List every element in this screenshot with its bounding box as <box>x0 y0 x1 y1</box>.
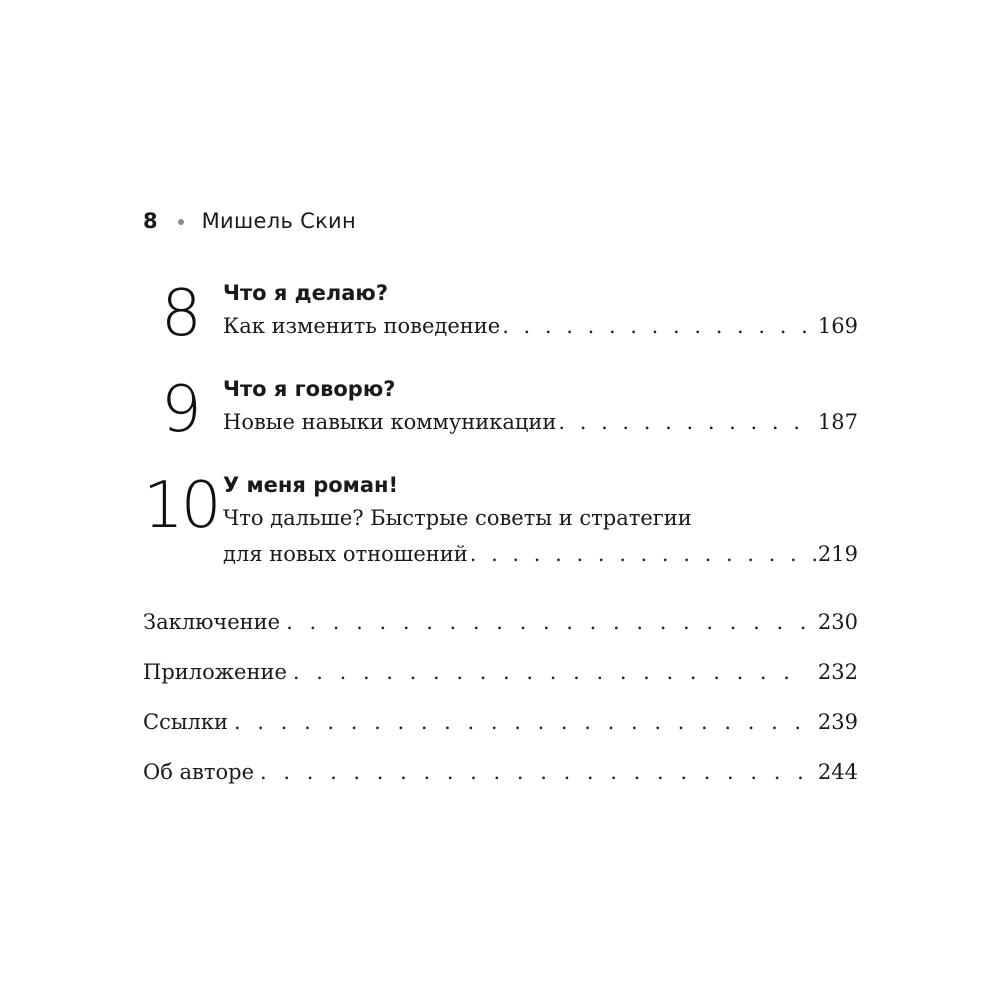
dot-leader <box>470 536 816 572</box>
chapter-entry-line <box>223 536 858 572</box>
toc-entry-appendix[interactable] <box>143 654 858 690</box>
chapter-page-number: 169 <box>817 314 858 338</box>
chapter-subtitle-continued: для новых отношений <box>223 542 468 566</box>
dot-leader <box>286 604 808 640</box>
chapter-number: 9 <box>161 373 199 447</box>
toc-chapter-8[interactable] <box>143 278 858 350</box>
entry-label: Ссылки <box>143 710 229 734</box>
entry-page-number: 239 <box>817 710 858 734</box>
chapter-number: 8 <box>161 277 199 351</box>
running-header <box>143 206 356 236</box>
entry-label: Заключение <box>143 610 281 634</box>
entry-page-number: 244 <box>817 760 858 784</box>
dot-leader <box>558 404 816 440</box>
dot-leader <box>234 704 808 740</box>
toc-line <box>143 654 858 690</box>
chapter-subtitle: Как изменить поведение <box>223 314 501 338</box>
chapter-title: Что я говорю? <box>223 377 396 401</box>
entry-page-number: 232 <box>817 660 858 684</box>
toc-chapter-9[interactable] <box>143 374 858 446</box>
chapter-title: У меня роман! <box>223 473 399 497</box>
dot-leader <box>502 308 816 344</box>
chapter-page-number: 187 <box>817 410 858 434</box>
chapter-body <box>223 470 858 572</box>
chapter-number: 10 <box>143 469 219 543</box>
toc-line <box>143 704 858 740</box>
chapter-subtitle: Новые навыки коммуникации <box>223 410 557 434</box>
chapter-page-number: 219 <box>817 542 858 566</box>
entry-label: Об авторе <box>143 760 255 784</box>
chapter-body <box>223 374 858 440</box>
chapter-entry-line <box>223 404 858 440</box>
entry-label: Приложение <box>143 660 287 684</box>
author-name: Мишель Скин <box>201 209 357 233</box>
bullet-separator <box>178 219 184 225</box>
chapter-body <box>223 278 858 344</box>
dot-leader <box>293 654 808 690</box>
dot-leader <box>260 754 808 790</box>
toc-entry-conclusion[interactable] <box>143 604 858 640</box>
chapter-entry-line <box>223 308 858 344</box>
chapter-title: Что я делаю? <box>223 281 389 305</box>
page-number: 8 <box>143 209 158 233</box>
toc-line <box>143 754 858 790</box>
toc-entry-about-author[interactable] <box>143 754 858 790</box>
chapter-subtitle: Что дальше? Быстрые советы и стратегии <box>223 506 692 530</box>
toc-chapter-10[interactable] <box>143 470 858 580</box>
toc-line <box>143 604 858 640</box>
entry-page-number: 230 <box>817 610 858 634</box>
toc-entry-references[interactable] <box>143 704 858 740</box>
